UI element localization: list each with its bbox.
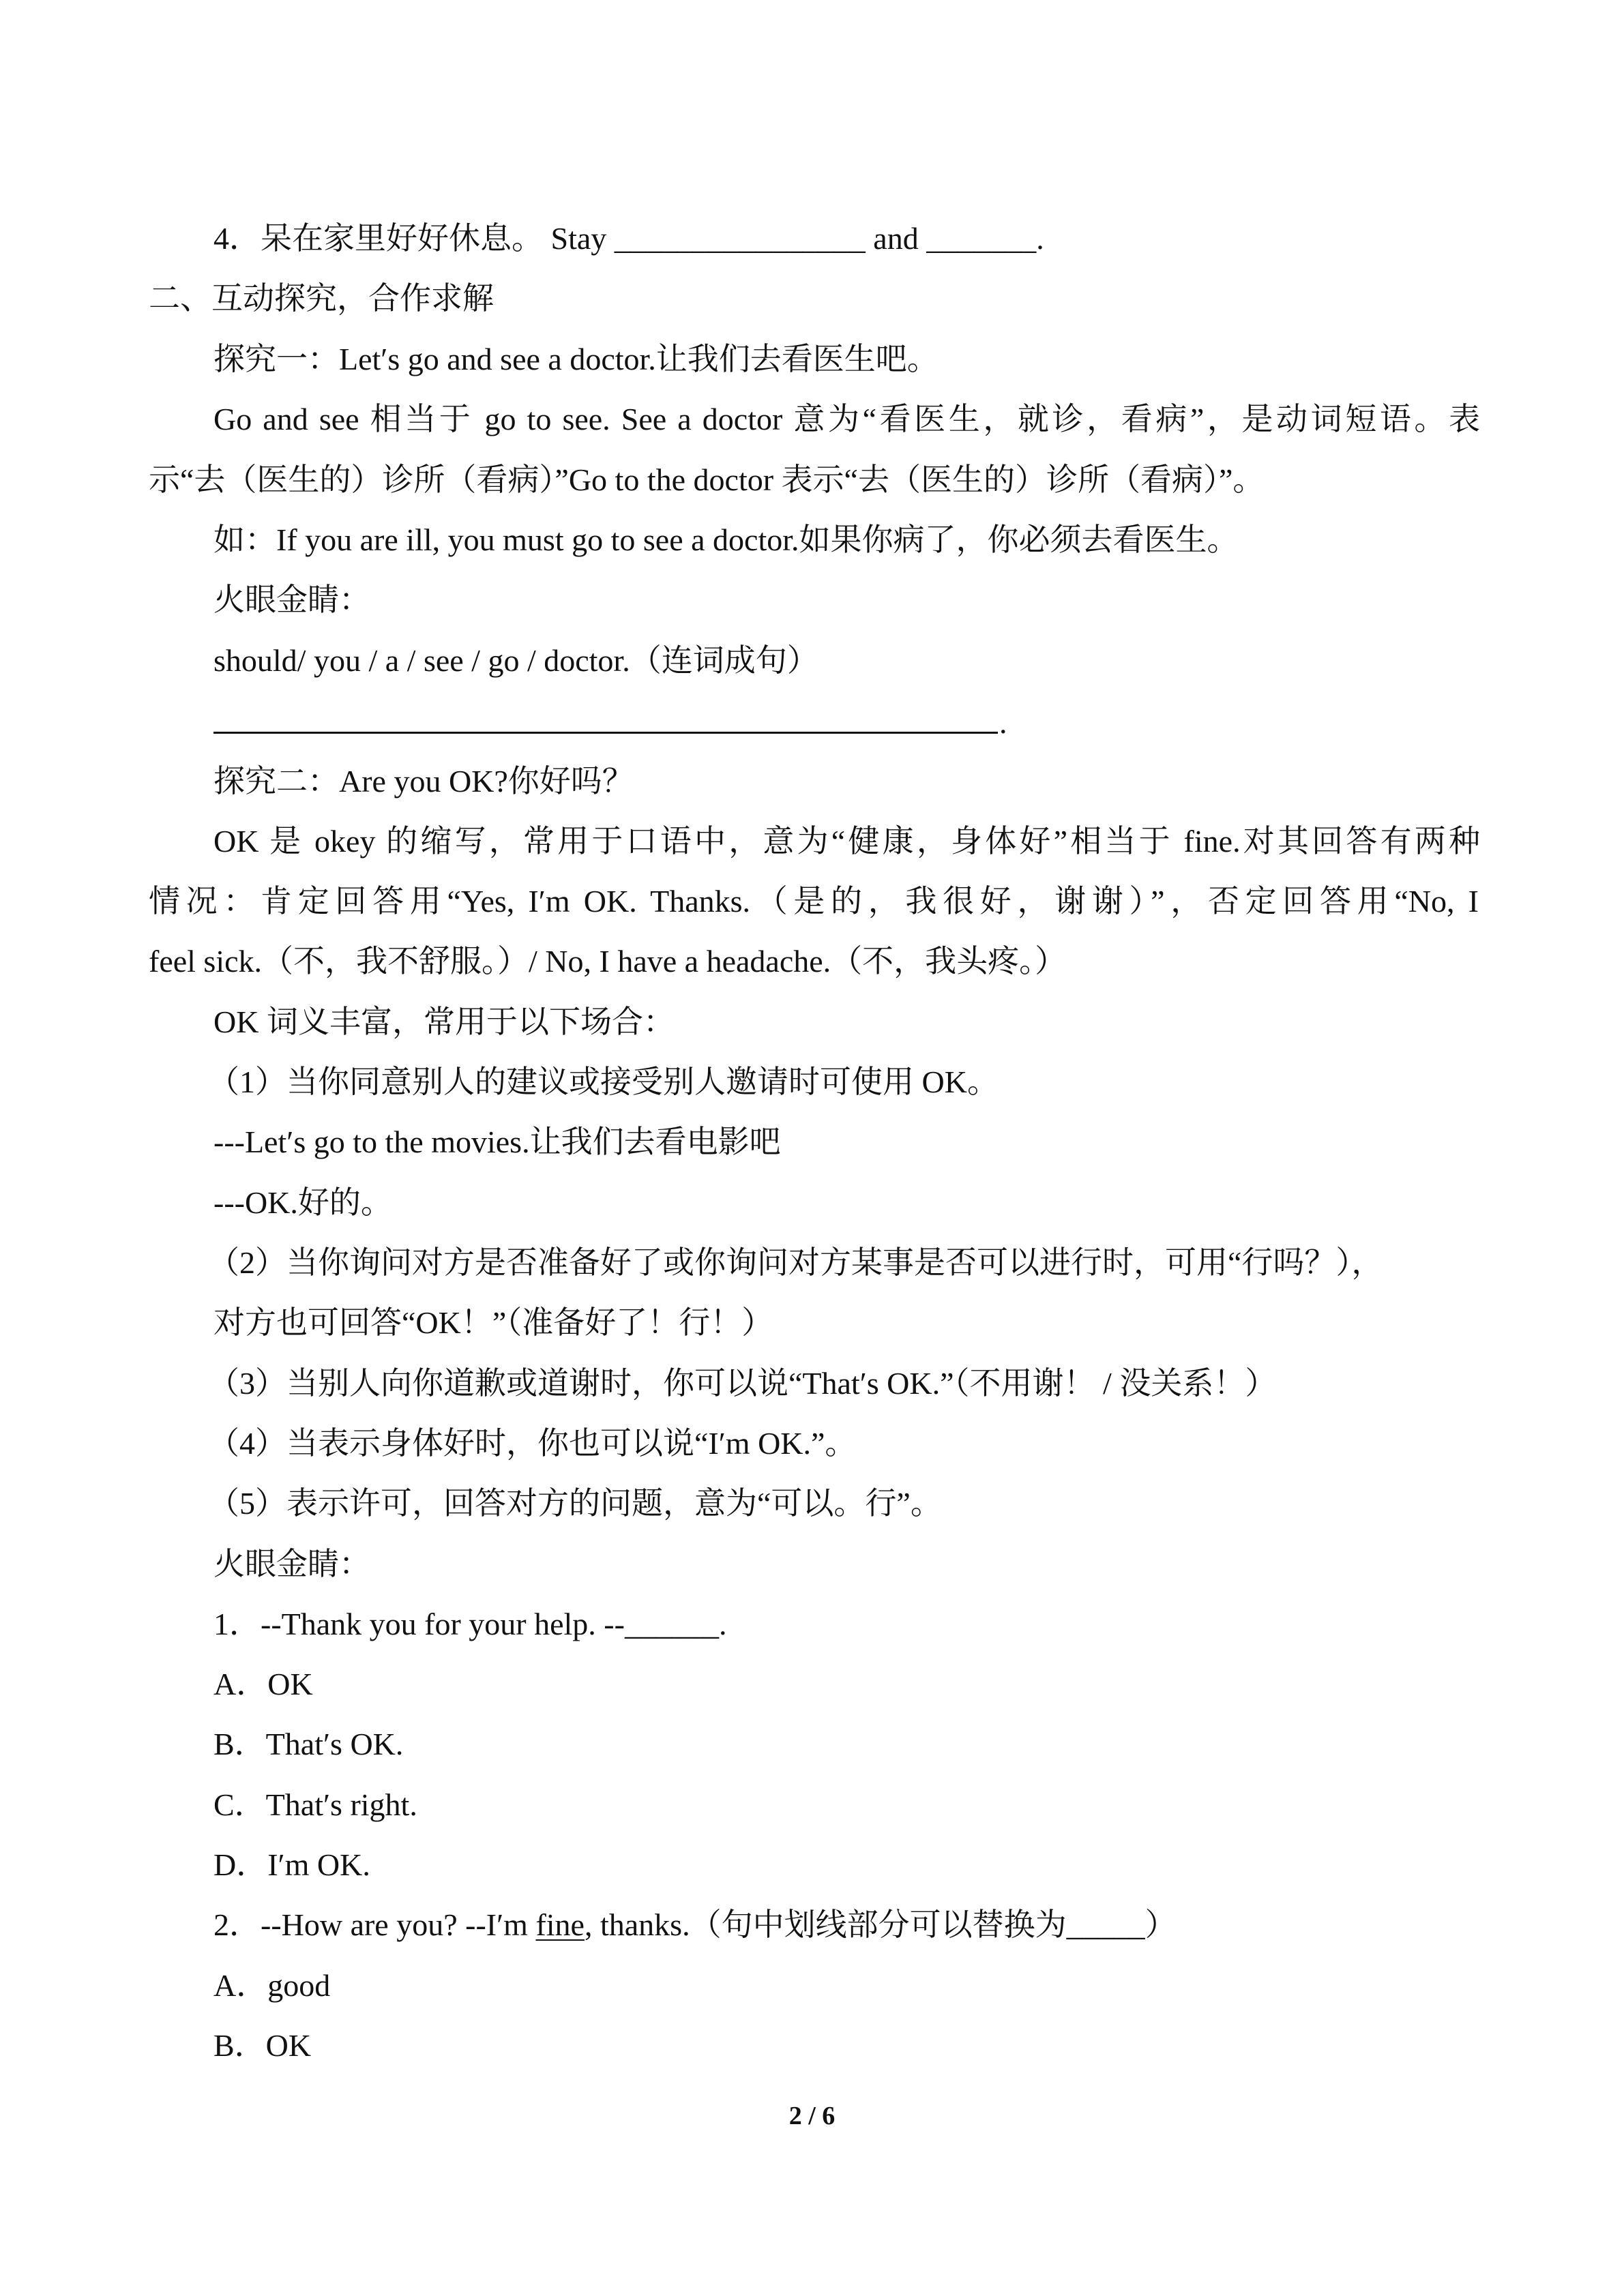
dialogue-line: ---Let′s go to the movies.让我们去看电影吧 [213, 1124, 781, 1159]
paragraph-line: Go and see 相当于 go to see. See a doctor 意为“看医生，就诊，看病”，是动词短语。表 [213, 402, 1480, 436]
word-order-exercise: should/ you / a / see / go / doctor.（连词成句） [213, 643, 818, 678]
exercise-4-line: 4．呆在家里好好休息。 Stay ________________ and _______. [213, 221, 1044, 256]
usage-item-5: （5）表示许可，回答对方的问题，意为“可以。行”。 [208, 1486, 942, 1521]
answer-blank-line [213, 732, 998, 734]
exploration-1-title: 探究一：Let′s go and see a doctor.让我们去看医生吧。 [213, 342, 939, 376]
usage-item-3: （3）当别人向你道歉或道谢时，你可以说“That′s OK.”（不用谢！ / 没关系！） [208, 1366, 1277, 1401]
paragraph-line: 情况：肯定回答用“Yes, I′m OK. Thanks.（是的，我很好，谢谢）”，否定回答用“No, I [149, 884, 1479, 919]
option-a: A．OK [213, 1667, 313, 1701]
exploration-2-title: 探究二：Are you OK?你好吗？ [213, 764, 634, 799]
dialogue-line: ---OK.好的。 [213, 1185, 392, 1220]
answer-blank-period: . [999, 705, 1007, 740]
section-heading: 二、互动探究，合作求解 [149, 281, 494, 316]
usage-item-2-continued: 对方也可回答“OK！”（准备好了！行！） [213, 1305, 773, 1340]
option-b: B．OK [213, 2028, 312, 2063]
example-sentence: 如：If you are ill, you must go to see a doctor.如果你病了，你必须去看医生。 [213, 522, 1239, 557]
page-number: 2 / 6 [788, 2102, 836, 2130]
option-a: A．good [213, 1968, 331, 2003]
underlined-word: fine [535, 1907, 585, 1942]
question-1: 1．--Thank you for your help. --______. [213, 1607, 727, 1641]
option-d: D．I′m OK. [213, 1847, 370, 1882]
paragraph-line: 示“去（医生的）诊所（看病）”Go to the doctor 表示“去（医生的）诊所（看病）”。 [149, 462, 1265, 497]
quiz-heading: 火眼金睛： [213, 582, 370, 617]
paragraph-line: feel sick.（不，我不舒服。）/ No, I have a headache.（不，我头疼。） [149, 944, 1067, 979]
option-c: C．That′s right. [213, 1787, 417, 1822]
question-2 [213, 1905, 1177, 1945]
quiz-heading: 火眼金睛： [213, 1547, 370, 1581]
question-2-suffix: , thanks.（句中划线部分可以替换为_____） [584, 1907, 1177, 1942]
paragraph-line: OK 是 okey 的缩写，常用于口语中，意为“健康，身体好”相当于 fine.对其回答有两种 [213, 824, 1480, 859]
usage-item-1: （1）当你同意别人的建议或接受别人邀请时可使用 OK。 [208, 1064, 999, 1099]
paragraph-line: OK 词义丰富，常用于以下场合： [213, 1004, 675, 1039]
option-b: B．That′s OK. [213, 1727, 404, 1761]
usage-item-2: （2）当你询问对方是否准备好了或你询问对方某事是否可以进行时，可用“行吗？）， [208, 1245, 1383, 1280]
usage-item-4: （4）当表示身体好时，你也可以说“I′m OK.”。 [208, 1426, 857, 1461]
question-2-prefix: 2．--How are you? --I′m [213, 1907, 536, 1942]
